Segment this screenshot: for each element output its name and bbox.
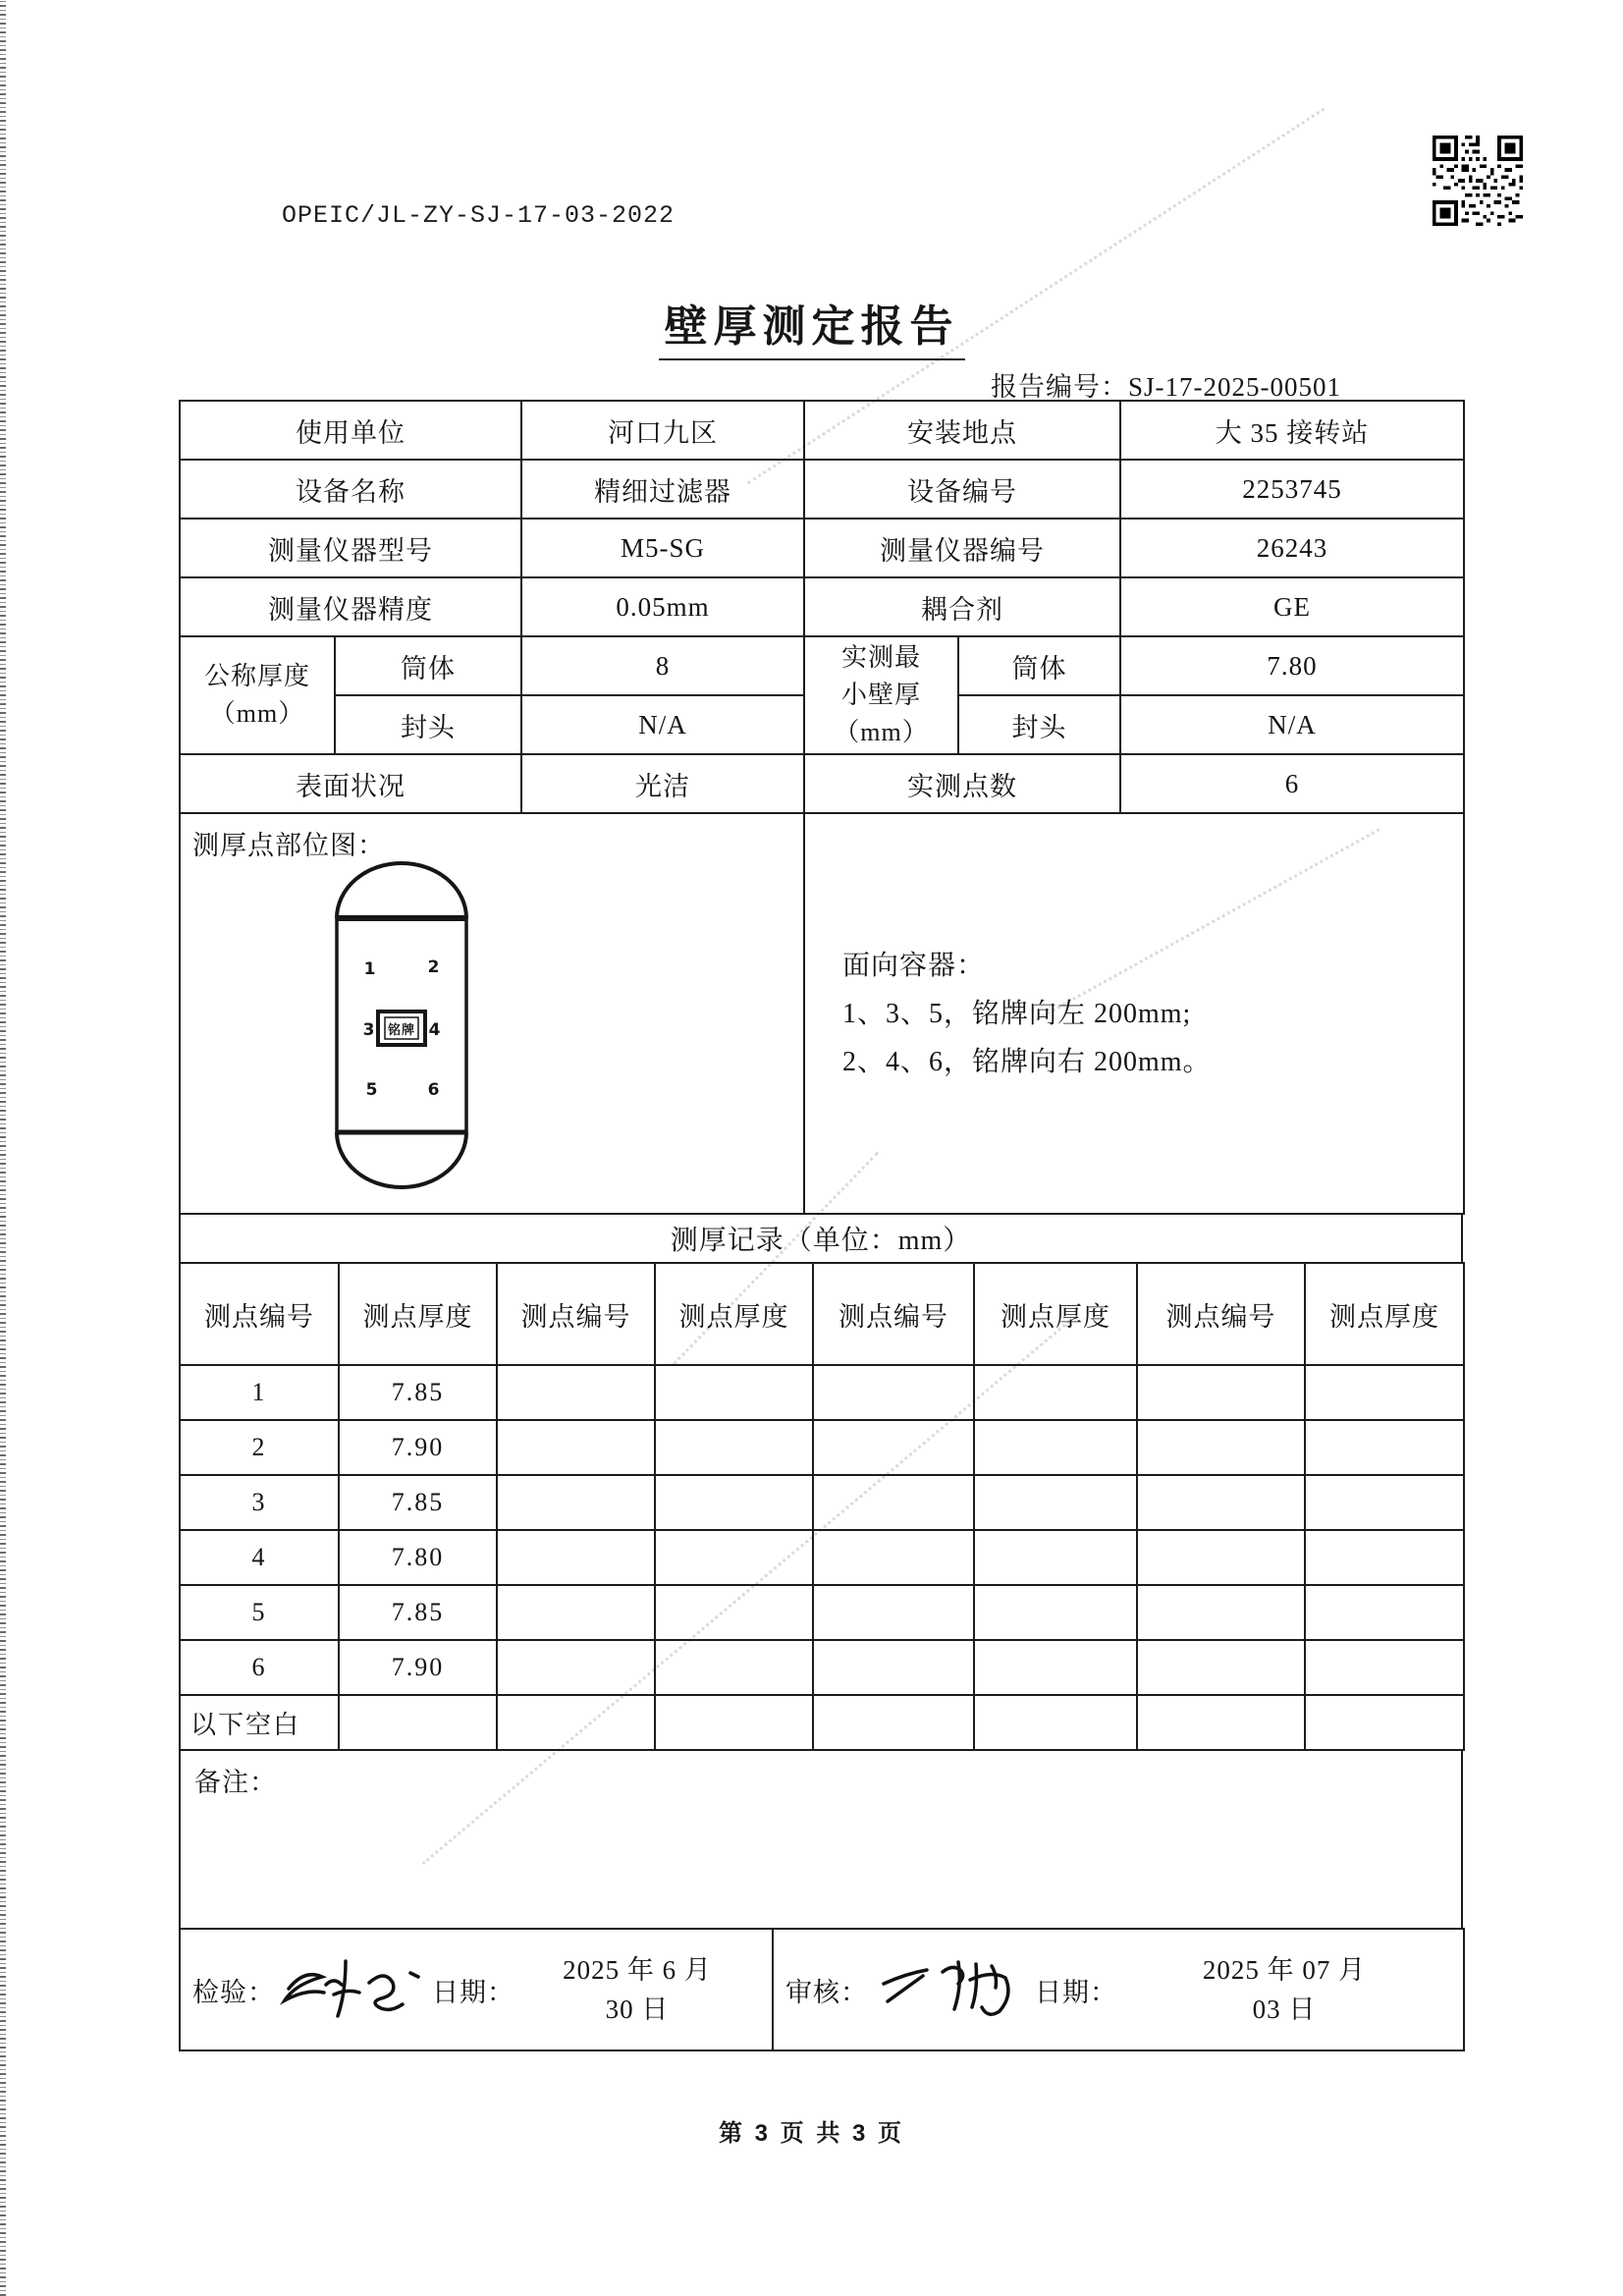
record-band-title: 测厚记录（单位：mm） xyxy=(180,1214,1462,1263)
field-value: N/A xyxy=(1120,695,1464,754)
remark-table xyxy=(179,1749,1463,1930)
field-label: 测量仪器精度 xyxy=(180,577,521,636)
table-row xyxy=(180,1530,1464,1585)
field-label: 实测点数 xyxy=(804,754,1120,813)
document-code: OPEIC/JL-ZY-SJ-17-03-2022 xyxy=(282,201,676,230)
point-thickness: 7.85 xyxy=(339,1585,497,1640)
column-header: 测点厚度 xyxy=(655,1263,813,1365)
inspector-label: 检验： xyxy=(192,1977,275,2007)
report-number-value: SJ-17-2025-00501 xyxy=(1128,372,1341,402)
table-row xyxy=(180,636,1464,695)
qr-code-icon xyxy=(1433,136,1523,226)
vessel-diagram xyxy=(284,849,519,1203)
table-row xyxy=(180,1640,1464,1695)
table-row xyxy=(180,1365,1464,1420)
table-row xyxy=(180,577,1464,636)
report-number xyxy=(991,365,1341,404)
field-value: GE xyxy=(1120,577,1464,636)
reviewer-signature xyxy=(868,1954,1035,2025)
column-header: 测点编号 xyxy=(813,1263,974,1365)
point-no: 4 xyxy=(180,1530,339,1585)
point-no: 3 xyxy=(180,1475,339,1530)
field-label: 封头 xyxy=(958,695,1120,754)
field-value: N/A xyxy=(521,695,804,754)
field-value: 8 xyxy=(521,636,804,695)
field-value: 26243 xyxy=(1120,519,1464,577)
field-label: 筒体 xyxy=(335,636,521,695)
column-header: 测点编号 xyxy=(180,1263,339,1365)
point-label: 4 xyxy=(428,1020,442,1040)
point-thickness: 7.85 xyxy=(339,1365,497,1420)
table-row xyxy=(180,1929,1464,2050)
inspector-cell xyxy=(180,1929,773,2050)
point-thickness: 7.90 xyxy=(339,1640,497,1695)
info-table xyxy=(179,400,1465,637)
field-label: 封头 xyxy=(335,695,521,754)
remark-cell xyxy=(180,1750,1462,1929)
column-header: 测点厚度 xyxy=(974,1263,1137,1365)
blank-below-label: 以下空白 xyxy=(180,1695,339,1750)
field-label: 使用单位 xyxy=(180,401,521,460)
diagram-note-cell xyxy=(804,813,1464,1214)
report-number-label: 报告编号： xyxy=(991,372,1128,402)
point-label: 1 xyxy=(363,959,377,979)
measured-min-label: 实测最 小壁厚 （mm） xyxy=(804,636,958,754)
table-row xyxy=(180,460,1464,519)
field-value: M5-SG xyxy=(521,519,804,577)
field-label: 表面状况 xyxy=(180,754,521,813)
point-label: 2 xyxy=(427,957,441,977)
field-value: 大 35 接转站 xyxy=(1120,401,1464,460)
column-header: 测点编号 xyxy=(1137,1263,1305,1365)
reviewer-cell xyxy=(773,1929,1464,2050)
point-thickness: 7.80 xyxy=(339,1530,497,1585)
field-label: 测量仪器编号 xyxy=(804,519,1120,577)
field-value: 精细过滤器 xyxy=(521,460,804,519)
table-row xyxy=(180,1750,1462,1929)
record-header-row xyxy=(180,1263,1464,1365)
diagram-caption: 测厚点部位图： xyxy=(192,831,385,860)
field-value: 6 xyxy=(1120,754,1464,813)
table-row xyxy=(180,754,1464,813)
note-line: 面向容器： xyxy=(842,950,986,981)
reviewer-label: 审核： xyxy=(785,1977,868,2007)
point-no: 6 xyxy=(180,1640,339,1695)
field-value: 0.05mm xyxy=(521,577,804,636)
field-value: 河口九区 xyxy=(521,401,804,460)
signoff-table xyxy=(179,1928,1465,2051)
measure-point-diagram-cell xyxy=(180,813,804,1214)
nameplate-label: 铭牌 xyxy=(387,1022,416,1037)
note-line: 2、4、6，铭牌向右 200mm。 xyxy=(842,1046,1212,1077)
point-label: 5 xyxy=(365,1080,379,1100)
surface-table xyxy=(179,753,1465,814)
column-header: 测点厚度 xyxy=(1305,1263,1464,1365)
table-row xyxy=(180,813,1464,1214)
table-row xyxy=(180,1585,1464,1640)
record-band xyxy=(179,1213,1463,1264)
column-header: 测点厚度 xyxy=(339,1263,497,1365)
table-row xyxy=(180,1695,1464,1750)
table-row xyxy=(180,1214,1462,1263)
point-no: 1 xyxy=(180,1365,339,1420)
table-row xyxy=(180,401,1464,460)
thickness-summary-table xyxy=(179,635,1465,755)
nominal-thickness-label: 公称厚度 （mm） xyxy=(180,636,335,754)
point-label: 6 xyxy=(427,1080,441,1100)
inspector-signature xyxy=(275,1955,432,2024)
point-no: 2 xyxy=(180,1420,339,1475)
inspect-date-label: 日期： xyxy=(432,1977,514,2007)
table-row xyxy=(180,519,1464,577)
field-value: 光洁 xyxy=(521,754,804,813)
point-no: 5 xyxy=(180,1585,339,1640)
point-thickness: 7.90 xyxy=(339,1420,497,1475)
inspect-date: 2025 年 6 月 30 日 xyxy=(563,1954,712,2024)
field-label: 安装地点 xyxy=(804,401,1120,460)
field-value: 7.80 xyxy=(1120,636,1464,695)
point-label: 3 xyxy=(362,1020,376,1040)
field-label: 设备编号 xyxy=(804,460,1120,519)
review-date-label: 日期： xyxy=(1035,1977,1117,2007)
field-label: 耦合剂 xyxy=(804,577,1120,636)
column-header: 测点编号 xyxy=(497,1263,655,1365)
field-label: 筒体 xyxy=(958,636,1120,695)
table-row xyxy=(180,1420,1464,1475)
table-row xyxy=(180,1475,1464,1530)
page-title: 壁厚测定报告 xyxy=(659,291,965,360)
field-label: 测量仪器型号 xyxy=(180,519,521,577)
record-table xyxy=(179,1262,1465,1751)
diagram-table xyxy=(179,812,1465,1215)
field-label: 设备名称 xyxy=(180,460,521,519)
point-thickness: 7.85 xyxy=(339,1475,497,1530)
remark-label: 备注： xyxy=(194,1768,277,1797)
note-line: 1、3、5，铭牌向左 200mm; xyxy=(842,998,1192,1029)
page-number: 第 3 页 共 3 页 xyxy=(718,2120,905,2147)
review-date: 2025 年 07 月 03 日 xyxy=(1202,1954,1367,2024)
field-value: 2253745 xyxy=(1120,460,1464,519)
